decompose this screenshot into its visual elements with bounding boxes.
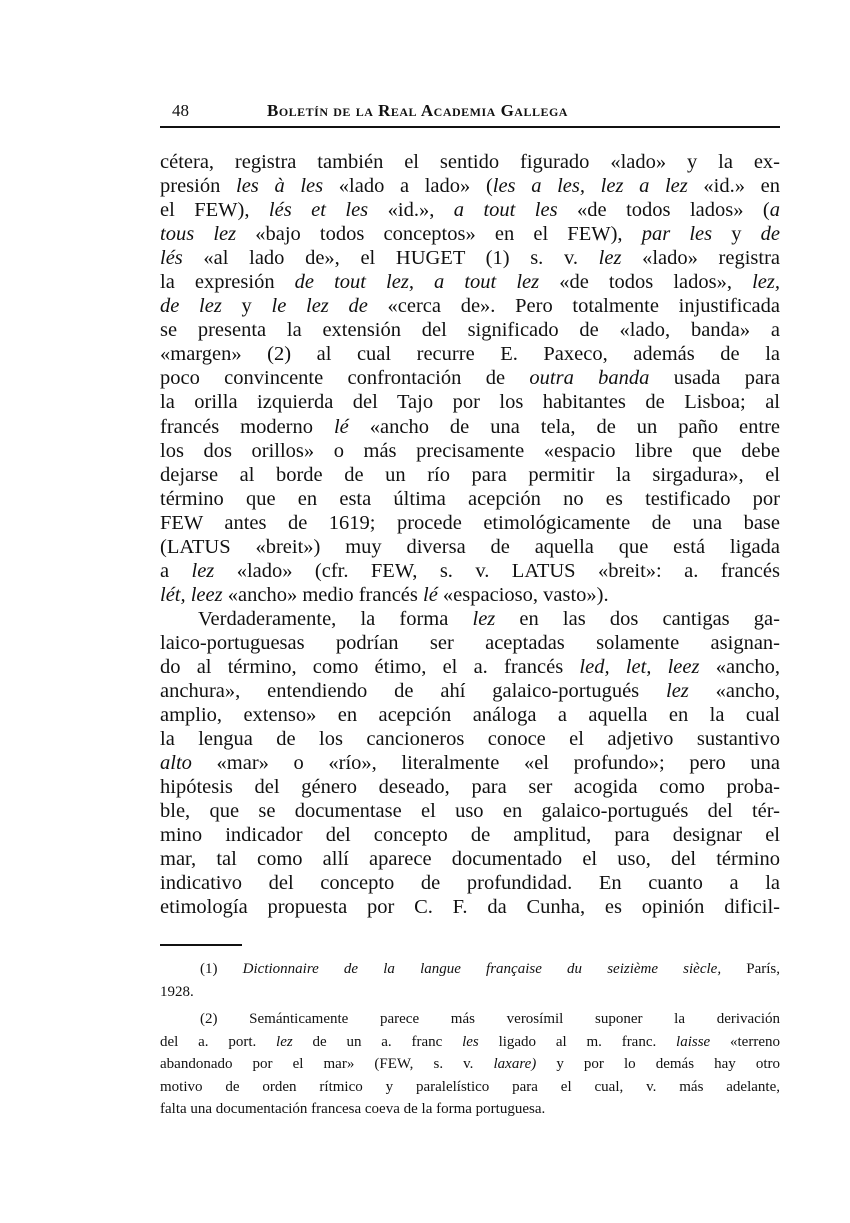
italic-text: outra banda <box>529 367 650 390</box>
italic-text: lez <box>276 1033 293 1050</box>
footnote-line <box>160 981 780 1004</box>
text-line <box>160 294 780 318</box>
text-line <box>160 847 780 871</box>
italic-text: a tout les <box>453 199 558 222</box>
footnote-line <box>160 1053 780 1076</box>
text-line <box>160 679 780 703</box>
text-line <box>160 174 780 198</box>
text-segment: francés moderno <box>160 415 334 438</box>
italic-text: alto <box>160 752 192 775</box>
text-segment: los dos orillos» o más precisamente «espacio libre que debe <box>160 439 780 462</box>
text-segment: «al lado de», el HUGET (1) s. v. <box>182 247 599 270</box>
text-segment: (LATUS «breit») muy diversa de aquella que está ligada <box>160 535 780 558</box>
text-segment: ligado al m. franc. <box>478 1033 677 1050</box>
text-segment: abandonado por el mar» (FEW, s. v. <box>160 1056 494 1072</box>
italic-text: laxare) <box>493 1056 537 1072</box>
text-segment: hipótesis del género deseado, para ser acogida como proba- <box>160 776 780 799</box>
text-segment: «de todos lados», <box>539 271 753 294</box>
italic-text: tous lez <box>160 223 237 246</box>
text-line <box>160 871 780 895</box>
text-segment: «lado a lado» ( <box>323 175 493 198</box>
text-segment: usada para <box>649 367 780 390</box>
text-segment: «de todos lados» ( <box>557 199 770 222</box>
text-segment: (2) Semánticamente parece más verosímil suponer la derivación <box>200 1011 780 1027</box>
text-segment: la expresión <box>160 271 295 294</box>
footnote-line <box>160 1076 780 1099</box>
footnotes <box>160 958 780 1126</box>
italic-text: les a les, lez a lez <box>492 175 688 198</box>
text-line <box>160 703 780 727</box>
text-segment: «terreno <box>710 1033 780 1050</box>
text-line <box>160 775 780 799</box>
footnote-line <box>160 958 780 981</box>
text-segment: en las dos cantigas ga- <box>495 607 780 630</box>
italic-text: le lez de <box>271 295 368 318</box>
text-segment: «ancho de una tela, de un paño entre <box>348 415 780 438</box>
italic-text: lez <box>191 559 215 582</box>
text-segment: «mar» o «río», literalmente «el profundo»; pero una <box>191 752 780 775</box>
italic-text: Dictionnaire de la langue française du seizième siècle, <box>242 961 722 977</box>
text-segment: «ancho» medio francés <box>222 583 423 606</box>
italic-text: lez <box>666 680 689 703</box>
text-segment: mar, tal como allí aparece documentado el uso, del término <box>160 848 780 871</box>
text-segment: (1) <box>200 961 243 977</box>
text-segment: del a. port. <box>160 1033 277 1050</box>
text-segment: y por lo demás hay otro <box>536 1056 780 1072</box>
italic-text: led, let, leez <box>579 655 700 678</box>
text-line <box>160 559 780 583</box>
text-line <box>160 799 780 823</box>
text-line <box>160 439 780 463</box>
text-segment: «id.» en <box>687 175 780 198</box>
italic-text: laisse <box>676 1033 711 1050</box>
text-segment: «lado» (cfr. FEW, s. v. LATUS «breit»: a. francés <box>214 559 780 582</box>
italic-text: de <box>760 223 780 246</box>
italic-text: lés <box>160 247 183 270</box>
italic-text: par les <box>641 223 713 246</box>
text-line <box>160 823 780 847</box>
text-segment: falta una documentación francesa coeva de la forma portuguesa. <box>160 1101 546 1117</box>
italic-text: a <box>769 199 780 222</box>
text-segment: FEW antes de 1619; procede etimológicamente de una base <box>160 511 780 534</box>
text-segment: poco convincente confrontación de <box>160 367 530 390</box>
page-number: 48 <box>172 101 189 120</box>
text-line <box>160 487 780 511</box>
text-segment: dejarse al borde de un río para permitir la sirgadura», el <box>160 463 780 486</box>
italic-text: lez <box>598 247 622 270</box>
italic-text: lez <box>472 607 496 630</box>
text-line <box>160 583 780 607</box>
text-segment: do al término, como étimo, el a. francés <box>160 655 580 678</box>
italic-text: de lez <box>160 295 222 318</box>
text-segment: y <box>712 223 761 246</box>
text-line <box>160 751 780 775</box>
text-segment: etimología propuesta por C. F. da Cunha, es opinión dificil- <box>160 896 780 919</box>
text-line <box>160 366 780 390</box>
text-segment: el FEW), <box>160 199 269 222</box>
running-title: Boletín de la Real Academia Gallega <box>267 101 568 120</box>
text-line <box>160 415 780 439</box>
text-segment: cétera, registra también el sentido figurado «lado» y la ex- <box>160 151 780 173</box>
text-segment: motivo de orden rítmico y paralelístico para el cual, v. más adelante, <box>160 1078 780 1095</box>
text-segment: de un a. franc <box>292 1033 463 1050</box>
text-line <box>160 198 780 222</box>
text-line <box>160 390 780 414</box>
text-segment: «ancho, <box>688 680 780 703</box>
text-segment: la lengua de los cancioneros conoce el adjetivo sustantivo <box>160 728 780 751</box>
italic-text: de tout lez, a tout lez <box>294 271 540 294</box>
text-segment: término que en esta última acepción no es testificado por <box>160 487 780 510</box>
text-segment: «id.», <box>368 199 454 222</box>
text-line <box>160 246 780 270</box>
text-line <box>160 150 780 174</box>
text-segment: «espacioso, vasto»). <box>437 583 609 606</box>
italic-text: les à les <box>236 175 324 198</box>
body-text <box>160 150 780 920</box>
italic-text: lés et les <box>268 199 369 222</box>
text-segment: Verdaderamente, la forma <box>198 607 473 630</box>
text-segment: «bajo todos conceptos» en el FEW), <box>236 223 642 246</box>
text-segment: anchura», entendiendo de ahí galaico-portugués <box>160 680 667 703</box>
text-segment: «ancho, <box>699 655 781 678</box>
text-segment: «lado» registra <box>621 247 781 270</box>
text-segment: «cerca de». Pero totalmente injustificada <box>367 295 780 318</box>
text-line <box>160 270 780 294</box>
text-segment: París, <box>721 961 780 977</box>
italic-text: lé <box>423 583 438 606</box>
text-segment: y <box>221 295 272 318</box>
text-segment: ble, que se documentase el uso en galaico-portugués del tér- <box>160 800 780 823</box>
text-segment: presión <box>160 175 237 198</box>
text-segment: indicativo del concepto de profundidad. En cuanto a la <box>160 872 780 895</box>
text-line <box>160 342 780 366</box>
italic-text: lét, leez <box>160 583 223 606</box>
text-segment: «margen» (2) al cual recurre E. Paxeco, además de la <box>160 343 780 366</box>
text-segment: laico-portuguesas podrían ser aceptadas solamente asignan- <box>160 631 780 654</box>
text-line <box>160 895 780 919</box>
text-line <box>160 318 780 342</box>
text-segment: la orilla izquierda del Tajo por los habitantes de Lisboa; al <box>160 391 780 414</box>
text-line <box>160 511 780 535</box>
text-line <box>160 631 780 655</box>
text-line <box>160 607 780 631</box>
footnote-line <box>160 1008 780 1031</box>
footnote-line <box>160 1098 780 1121</box>
text-segment: amplio, extenso» en acepción análoga a aquella en la cual <box>160 704 780 727</box>
header-rule <box>160 126 780 128</box>
italic-text: les <box>462 1033 479 1050</box>
text-line <box>160 655 780 679</box>
italic-text: lé <box>333 415 349 438</box>
text-line <box>160 535 780 559</box>
footnote-rule <box>160 944 242 946</box>
italic-text: lez, <box>752 271 780 294</box>
footnote-line <box>160 1031 780 1054</box>
text-segment: a <box>160 559 192 582</box>
text-line <box>160 727 780 751</box>
text-line <box>160 222 780 246</box>
text-segment: se presenta la extensión del significado de «lado, banda» a <box>160 319 780 342</box>
text-segment: mino indicador del concepto de amplitud, para designar el <box>160 824 780 847</box>
text-segment: 1928. <box>160 983 194 1000</box>
text-line <box>160 463 780 487</box>
